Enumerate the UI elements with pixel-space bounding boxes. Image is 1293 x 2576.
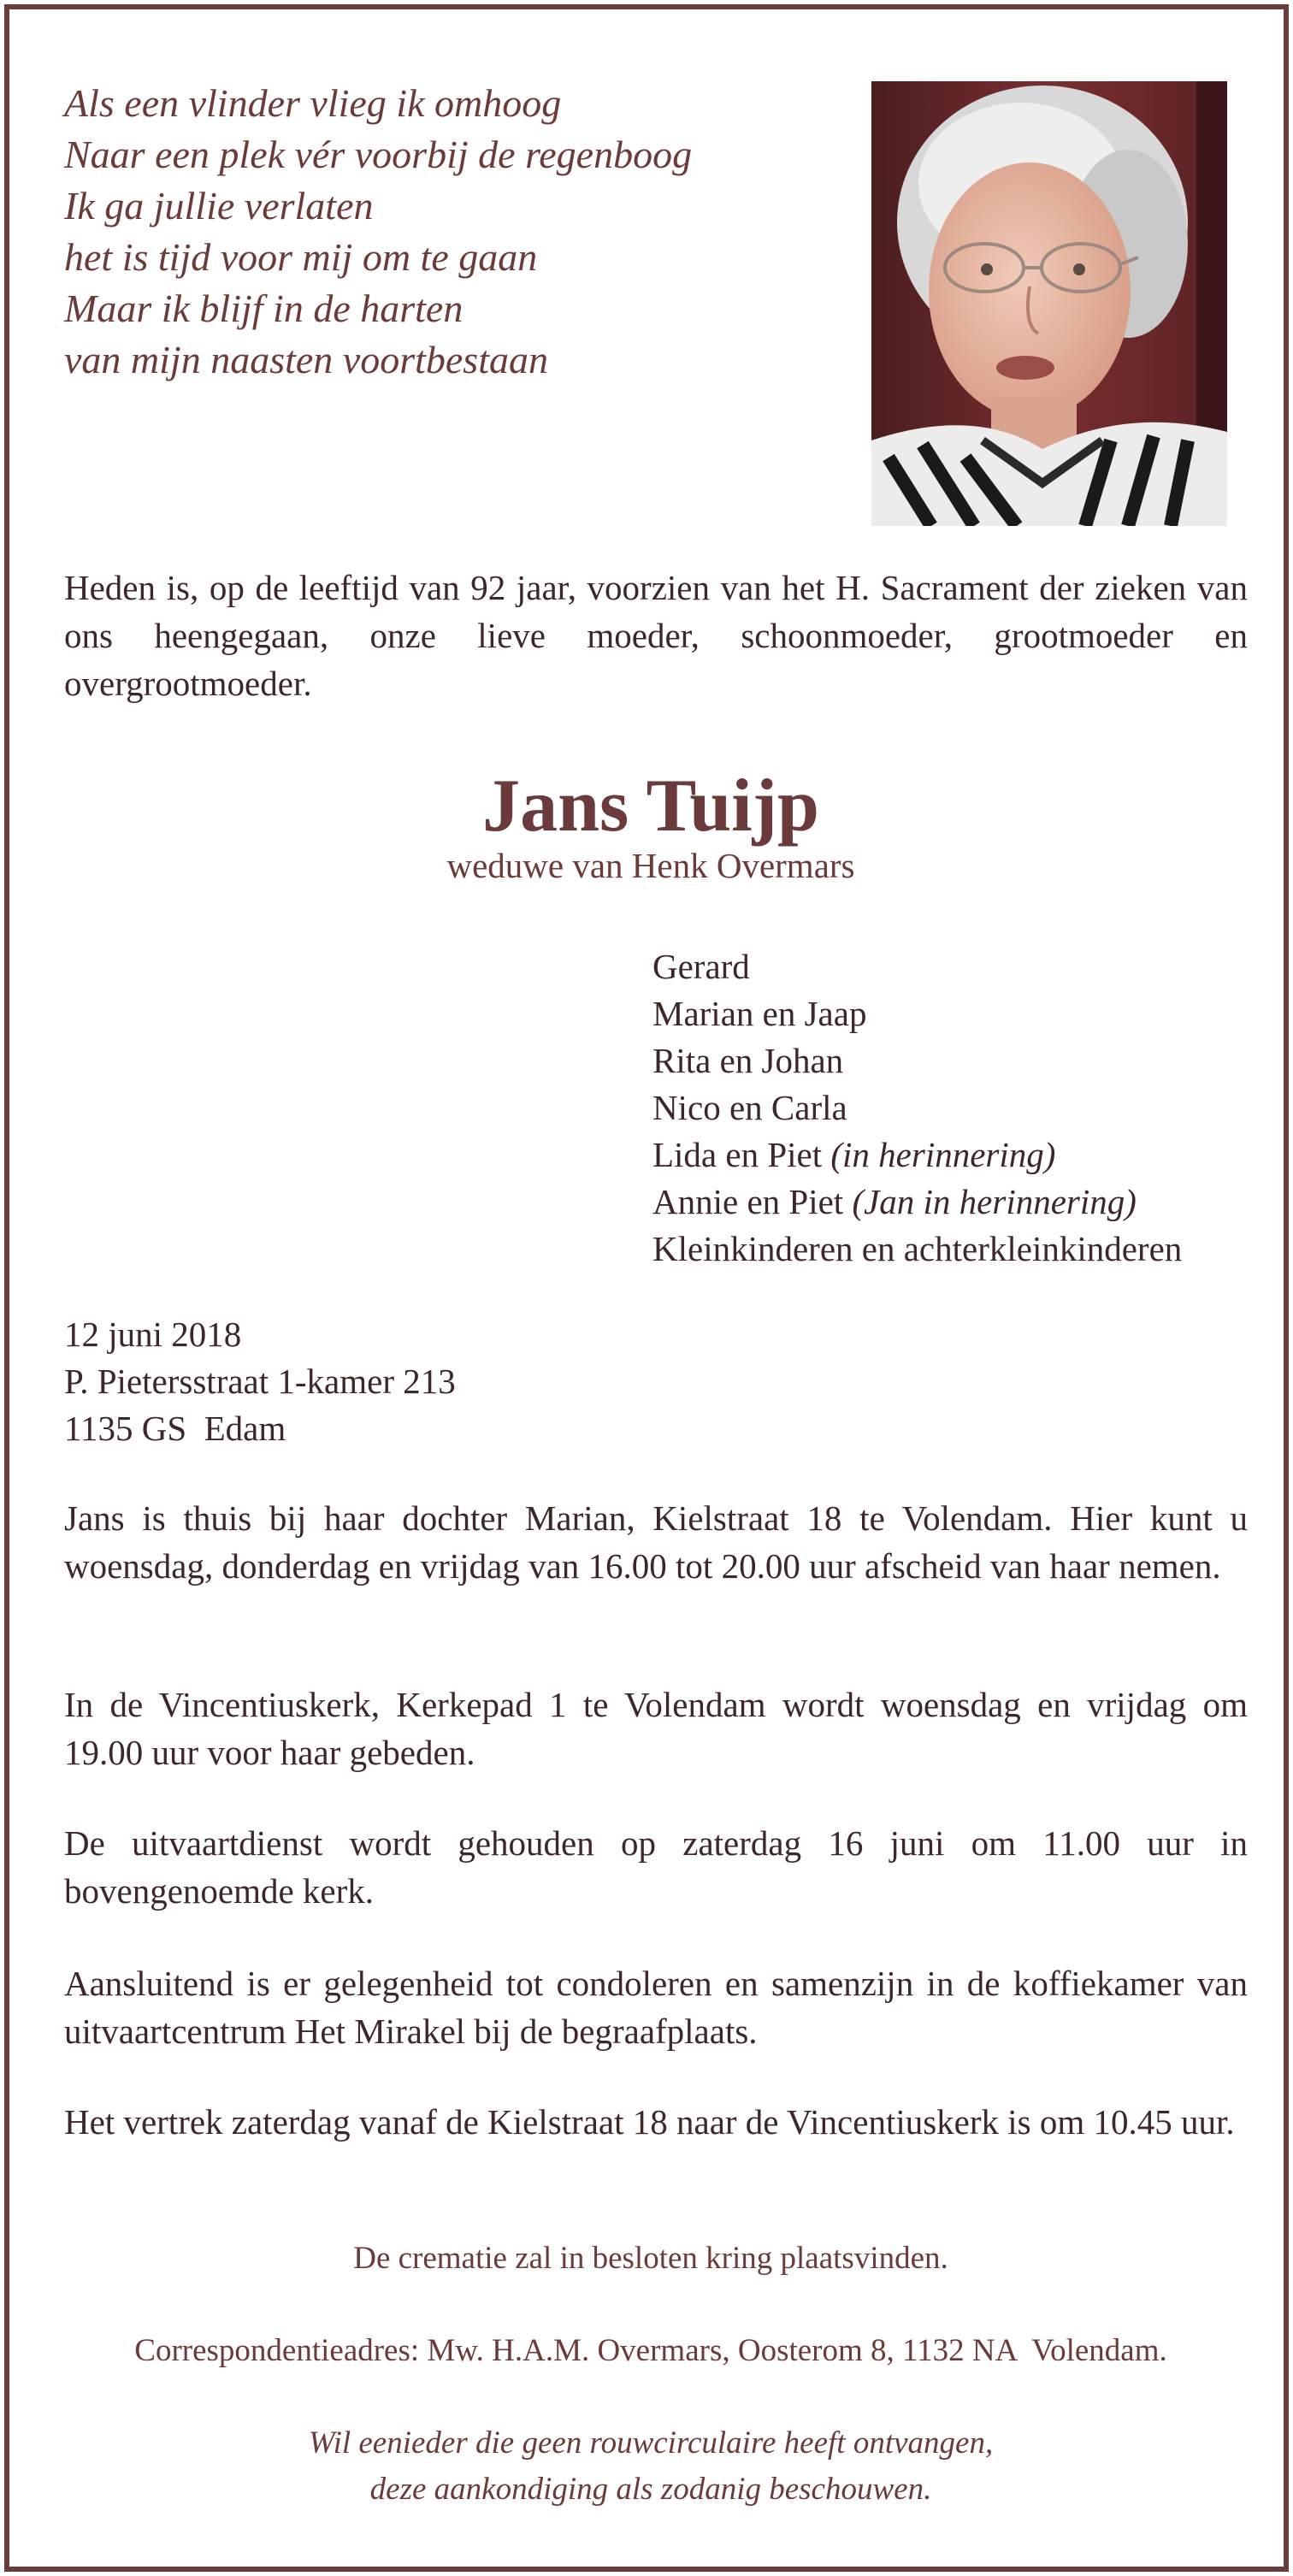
address-date: 12 juni 2018 (64, 1315, 242, 1354)
portrait-photo (871, 81, 1227, 526)
correspondence-address: Correspondentieadres: Mw. H.A.M. Overmars, Oosterom 8, 1132 NA Volendam. (134, 2333, 1167, 2368)
family-member: Marian en Jaap (652, 994, 867, 1033)
memorial-note: (in herinnering) (830, 1135, 1056, 1174)
family-member: Annie en Piet (Jan in herinnering) (652, 1182, 1137, 1221)
poem-line: Maar ik blijf in de harten (64, 287, 463, 330)
poem-line: van mijn naasten voortbestaan (64, 338, 548, 381)
poem-line: Ik ga jullie verlaten (64, 184, 374, 227)
family-member: Kleinkinderen en achterkleinkinderen (652, 1229, 1183, 1268)
departure-paragraph: Het vertrek zaterdag vanaf de Kielstraat 18 naar de Vincentiuskerk is om 10.45 uur. (64, 2102, 1235, 2142)
family-member: Lida en Piet (in herinnering) (652, 1135, 1056, 1174)
poem-line: het is tijd voor mij om te gaan (64, 235, 538, 279)
prayer-paragraph: In de Vincentiuskerk, Kerkepad 1 te Volendam wordt woensdag en vrijdag om 19.00 uur voor haar gebeden. (64, 1685, 1248, 1772)
poem-line: Als een vlinder vlieg ik omhoog (64, 81, 562, 125)
closing-line: deze aankondiging als zodanig beschouwen. (369, 2472, 932, 2507)
cremation-note: De crematie zal in besloten kring plaatsvinden. (353, 2241, 948, 2276)
deceased-name: Jans Tuijp (482, 765, 819, 848)
family-list (652, 943, 1182, 1273)
closing-line: Wil eenieder die geen rouwcirculaire heeft ontvangen, (308, 2425, 994, 2461)
address-street: P. Pietersstraat 1-kamer 213 (64, 1362, 456, 1401)
poem-line: Naar een plek vér voorbij de regenboog (64, 133, 693, 176)
portrait-illustration (871, 81, 1227, 526)
obituary-card (4, 4, 1289, 2572)
poem (64, 78, 834, 386)
memorial-note: (Jan in herinnering) (852, 1182, 1137, 1221)
address-city: 1135 GS Edam (64, 1409, 286, 1448)
deceased-subtitle: weduwe van Henk Overmars (446, 846, 855, 885)
family-member: Nico en Carla (652, 1088, 847, 1127)
address-block (64, 1311, 456, 1452)
condolence-paragraph: Aansluitend is er gelegenheid tot condoleren en samenzijn in de koffiekamer van uitvaartcentrum Het Mirakel bij de begraafplaats. (64, 1964, 1248, 2051)
funeral-paragraph: De uitvaartdienst wordt gehouden op zaterdag 16 juni om 11.00 uur in bovengenoemde kerk. (64, 1823, 1248, 1911)
family-member: Gerard (652, 947, 750, 986)
intro-paragraph: Heden is, op de leeftijd van 92 jaar, voorzien van het H. Sacrament der zieken van ons heengegaan, onze lieve moeder, schoonmoeder, grootmoeder en overgrootmoeder. (64, 568, 1248, 703)
visitation-paragraph: Jans is thuis bij haar dochter Marian, Kielstraat 18 te Volendam. Hier kunt u woensdag, donderdag en vrijdag van 16.00 tot 20.00 uur afscheid van haar nemen. (64, 1498, 1248, 1586)
family-member: Rita en Johan (652, 1041, 844, 1080)
